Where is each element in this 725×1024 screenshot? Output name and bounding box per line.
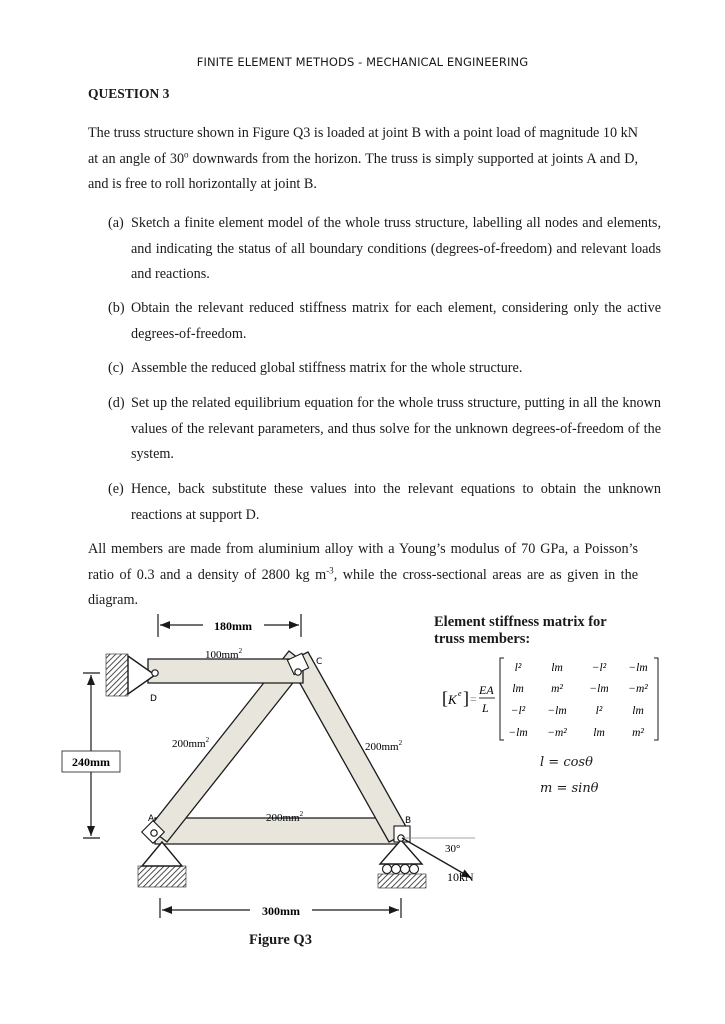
part-d-text: Set up the related equilibrium equation for the whole truss structure, putting in all the known values of the relevant parameters, and thus solve for the unknown degrees-of-freedom of the system. bbox=[131, 395, 661, 462]
degree-sup: o bbox=[184, 148, 189, 159]
part-a bbox=[108, 211, 661, 288]
materials-text-b: , while the cross-sectional areas are as given in the diagram. bbox=[88, 566, 639, 608]
dim-top-arrow-right bbox=[289, 621, 299, 629]
part-e-text: Hence, back substitute these values into the relevant equations to obtain the unknown reactions at support D. bbox=[131, 481, 661, 523]
member-dc bbox=[148, 659, 303, 683]
stiffness-title: Element stiffness matrix for truss members: bbox=[434, 614, 607, 647]
part-b bbox=[108, 296, 661, 347]
roller-2 bbox=[392, 865, 401, 874]
ground-a-hatch bbox=[138, 866, 186, 887]
area-right-sup: 2 bbox=[398, 739, 403, 747]
angle-label: 30° bbox=[445, 843, 461, 855]
k-r1c1: l² bbox=[514, 662, 522, 674]
ground-d-hatch bbox=[106, 654, 128, 696]
dim-left-arrow-top bbox=[87, 675, 95, 685]
k-r4c1: −lm bbox=[508, 727, 528, 739]
materials-text-a: All members are made from aluminium alloy with a Young’s modulus of 70 GPa, a Poisson’s ratio of 0.3 and a density of 2800 kg m bbox=[88, 541, 638, 583]
figure-caption: Figure Q3 bbox=[249, 932, 312, 948]
part-b-label: (b) bbox=[108, 300, 125, 316]
question-title: QUESTION 3 bbox=[88, 86, 170, 101]
node-d-label: D bbox=[150, 694, 157, 704]
roller-4 bbox=[410, 865, 419, 874]
k-r2c2: m² bbox=[551, 683, 563, 695]
pin-c bbox=[295, 669, 301, 675]
page-header: FINITE ELEMENT METHODS - MECHANICAL ENGINEERING bbox=[196, 55, 529, 69]
part-e bbox=[108, 477, 661, 528]
dim-top-arrow-left bbox=[160, 621, 170, 629]
part-c-text: Assemble the reduced global stiffness matrix for the whole structure. bbox=[131, 360, 523, 376]
part-c-label: (c) bbox=[108, 360, 124, 376]
area-bottom-value: 200mm bbox=[266, 812, 300, 824]
k-r4c3: lm bbox=[593, 727, 605, 739]
area-right-value: 200mm bbox=[365, 741, 399, 753]
dim-bottom-arrow-right bbox=[389, 906, 399, 914]
equals-sign: = bbox=[470, 692, 477, 706]
part-e-label: (e) bbox=[108, 481, 124, 497]
ground-b-hatch bbox=[378, 874, 426, 888]
pin-a bbox=[151, 830, 157, 836]
area-left-value: 200mm bbox=[172, 738, 206, 750]
density-sup: -3 bbox=[326, 564, 334, 575]
node-c-label: C bbox=[316, 657, 323, 667]
k-r4c2: −m² bbox=[547, 727, 567, 739]
k-r4c4: m² bbox=[632, 727, 644, 739]
stiffness-matrix bbox=[430, 652, 670, 748]
part-d bbox=[108, 391, 661, 468]
lhs-symbol: K bbox=[448, 692, 457, 707]
intro-paragraph bbox=[88, 121, 638, 198]
lhs-open-bracket: [ bbox=[442, 688, 448, 708]
area-top-value: 100mm bbox=[205, 649, 239, 661]
intro-text-b: downwards from the horizon. The truss is simply supported at joints A and D, and is free to roll horizontally at joint B. bbox=[88, 150, 638, 192]
lhs-close-bracket: ] bbox=[463, 688, 469, 708]
part-a-label: (a) bbox=[108, 215, 124, 231]
pin-d bbox=[152, 670, 158, 676]
direction-cosine-l: l = cosθ bbox=[540, 755, 593, 770]
area-left-sup: 2 bbox=[205, 736, 210, 744]
k-r3c4: lm bbox=[632, 705, 644, 717]
matrix-left-bracket bbox=[500, 658, 504, 740]
node-a-label: A bbox=[148, 814, 155, 824]
ea-numerator: EA bbox=[479, 683, 494, 697]
direction-cosine-m: m = sinθ bbox=[540, 781, 599, 796]
node-b-label: B bbox=[405, 816, 412, 826]
load-label: 10kN bbox=[447, 870, 474, 884]
k-r2c1: lm bbox=[512, 683, 524, 695]
k-r3c2: −lm bbox=[547, 705, 567, 717]
dim-top-label: 180mm bbox=[214, 619, 252, 633]
k-r1c3: −l² bbox=[591, 662, 607, 674]
matrix-right-bracket bbox=[654, 658, 658, 740]
k-r1c4: −lm bbox=[628, 662, 648, 674]
k-r1c2: lm bbox=[551, 662, 563, 674]
area-label-bottom bbox=[266, 810, 304, 824]
roller-3 bbox=[401, 865, 410, 874]
area-label-top bbox=[205, 647, 243, 661]
lhs-superscript: e bbox=[458, 689, 462, 698]
part-d-label: (d) bbox=[108, 395, 125, 411]
area-top-sup: 2 bbox=[238, 647, 243, 655]
dim-left-arrow-bottom bbox=[87, 826, 95, 836]
area-label-left bbox=[172, 736, 210, 750]
area-label-right bbox=[365, 739, 403, 753]
k-r3c3: l² bbox=[595, 705, 603, 717]
part-c bbox=[108, 356, 661, 382]
part-a-text: Sketch a finite element model of the whole truss structure, labelling all nodes and elements, and indicating the status of all boundary conditions (degrees-of-freedom) and relevant loads and reactions. bbox=[131, 215, 661, 282]
dim-left-label: 240mm bbox=[72, 755, 110, 769]
k-r2c4: −m² bbox=[628, 683, 648, 695]
dim-bottom-label: 300mm bbox=[262, 904, 300, 918]
k-r2c3: −lm bbox=[589, 683, 609, 695]
k-r3c1: −l² bbox=[510, 705, 526, 717]
support-a bbox=[142, 842, 182, 866]
dim-bottom-arrow-left bbox=[162, 906, 172, 914]
roller-1 bbox=[383, 865, 392, 874]
l-denominator: L bbox=[482, 701, 489, 715]
area-bottom-sup: 2 bbox=[299, 810, 304, 818]
part-b-text: Obtain the relevant reduced stiffness matrix for each element, considering only the active degrees-of-freedom. bbox=[131, 300, 661, 342]
intro-text-a: The truss structure shown in Figure Q3 is loaded at joint B with a point load of magnitude 10 kN at an angle of 30 bbox=[88, 125, 638, 167]
